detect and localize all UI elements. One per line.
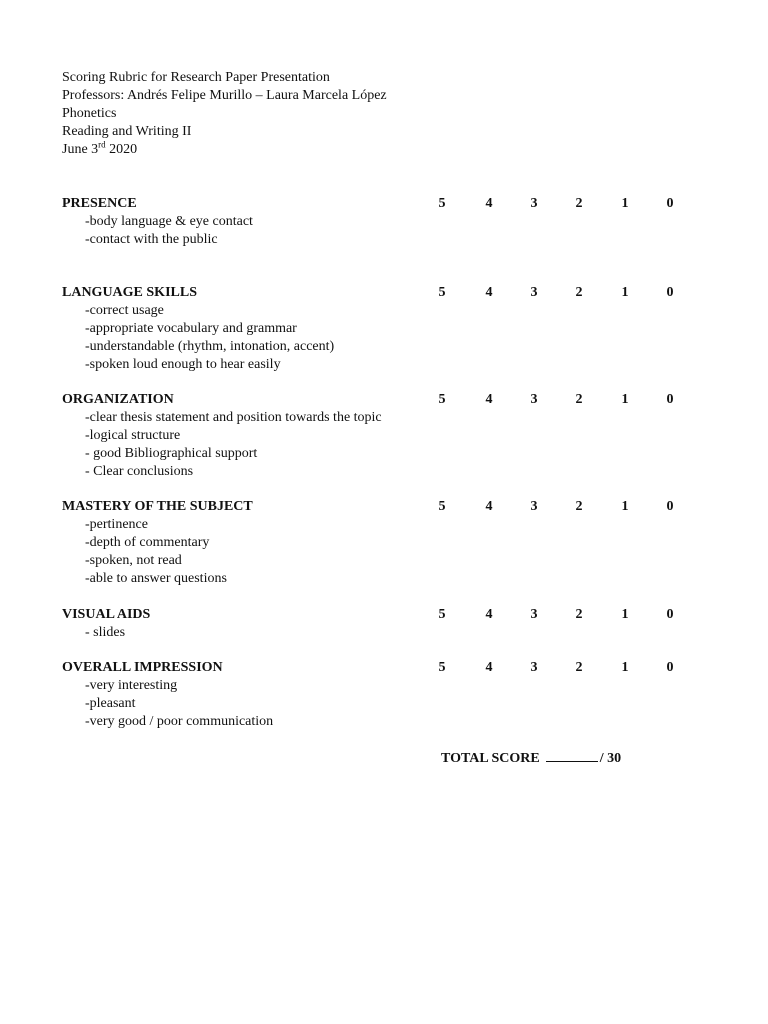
score-3: 3 (530, 392, 538, 407)
score-5: 5 (438, 499, 446, 514)
document-header (62, 69, 387, 159)
criterion-item: -pertinence (85, 517, 148, 532)
criterion-item: -appropriate vocabulary and grammar (85, 321, 297, 336)
total-score-blank[interactable] (546, 748, 598, 762)
total-score-label: TOTAL SCORE (441, 751, 540, 766)
criterion-items (85, 213, 702, 249)
score-4: 4 (485, 285, 493, 300)
score-3: 3 (530, 285, 538, 300)
criterion-overall-impression (62, 659, 702, 731)
criterion-header (62, 606, 702, 624)
criterion-item: -depth of commentary (85, 535, 210, 550)
criterion-item: -very interesting (85, 678, 178, 693)
criterion-item: -understandable (rhythm, intonation, accent) (85, 339, 335, 354)
criterion-item: - good Bibliographical support (85, 446, 258, 461)
criterion-item: - slides (85, 625, 126, 640)
score-3: 3 (530, 607, 538, 622)
criterion-title: LANGUAGE SKILLS (62, 285, 197, 300)
total-score-max: / 30 (599, 751, 622, 766)
date-prefix: June 3 (62, 142, 99, 157)
criterion-item: -contact with the public (85, 232, 218, 247)
score-0: 0 (666, 285, 674, 300)
date-line (62, 141, 387, 159)
criterion-title: PRESENCE (62, 196, 137, 211)
criterion-title: ORGANIZATION (62, 392, 174, 407)
score-4: 4 (485, 660, 493, 675)
score-5: 5 (438, 392, 446, 407)
criterion-item: - Clear conclusions (85, 464, 194, 479)
criterion-item: -logical structure (85, 428, 181, 443)
score-2: 2 (575, 499, 583, 514)
score-1: 1 (621, 607, 629, 622)
criterion-items (85, 302, 702, 374)
criterion-mastery-of-subject (62, 498, 702, 588)
score-1: 1 (621, 660, 629, 675)
score-2: 2 (575, 392, 583, 407)
criterion-item: -spoken loud enough to hear easily (85, 357, 281, 372)
criterion-items (85, 516, 702, 588)
score-1: 1 (621, 285, 629, 300)
criterion-header (62, 498, 702, 516)
score-1: 1 (621, 392, 629, 407)
score-1: 1 (621, 499, 629, 514)
score-3: 3 (530, 196, 538, 211)
criterion-header (62, 391, 702, 409)
criterion-item: -body language & eye contact (85, 214, 253, 229)
criterion-title: VISUAL AIDS (62, 607, 151, 622)
score-5: 5 (438, 196, 446, 211)
total-score-line (441, 748, 621, 768)
criterion-header (62, 659, 702, 677)
score-2: 2 (575, 660, 583, 675)
course-line: Reading and Writing II (62, 124, 192, 139)
date-year: 2020 (105, 142, 138, 157)
document-title: Scoring Rubric for Research Paper Presentation (62, 70, 330, 85)
score-4: 4 (485, 392, 493, 407)
criterion-item: -clear thesis statement and position towards the topic (85, 410, 382, 425)
score-1: 1 (621, 196, 629, 211)
date-ordinal-suffix: rd (98, 139, 106, 150)
score-4: 4 (485, 196, 493, 211)
criterion-item: -correct usage (85, 303, 164, 318)
criterion-organization (62, 391, 702, 481)
score-0: 0 (666, 660, 674, 675)
criterion-item: -spoken, not read (85, 553, 182, 568)
criterion-language-skills (62, 284, 702, 374)
score-0: 0 (666, 196, 674, 211)
criterion-item: -pleasant (85, 696, 136, 711)
criterion-items (85, 624, 702, 642)
score-2: 2 (575, 196, 583, 211)
score-5: 5 (438, 285, 446, 300)
criterion-title: MASTERY OF THE SUBJECT (62, 499, 253, 514)
criterion-header (62, 195, 702, 213)
score-5: 5 (438, 607, 446, 622)
score-5: 5 (438, 660, 446, 675)
score-0: 0 (666, 392, 674, 407)
criterion-presence (62, 195, 702, 249)
criterion-header (62, 284, 702, 302)
subject-line: Phonetics (62, 106, 117, 121)
criterion-item: -able to answer questions (85, 571, 227, 586)
professors-line: Professors: Andrés Felipe Murillo – Laura Marcela López (62, 88, 387, 103)
score-3: 3 (530, 660, 538, 675)
score-2: 2 (575, 285, 583, 300)
criterion-items (85, 677, 702, 731)
criterion-items (85, 409, 702, 481)
criterion-title: OVERALL IMPRESSION (62, 660, 223, 675)
criterion-item: -very good / poor communication (85, 714, 274, 729)
score-2: 2 (575, 607, 583, 622)
score-0: 0 (666, 499, 674, 514)
score-4: 4 (485, 499, 493, 514)
score-0: 0 (666, 607, 674, 622)
score-4: 4 (485, 607, 493, 622)
criterion-visual-aids (62, 606, 702, 642)
score-3: 3 (530, 499, 538, 514)
